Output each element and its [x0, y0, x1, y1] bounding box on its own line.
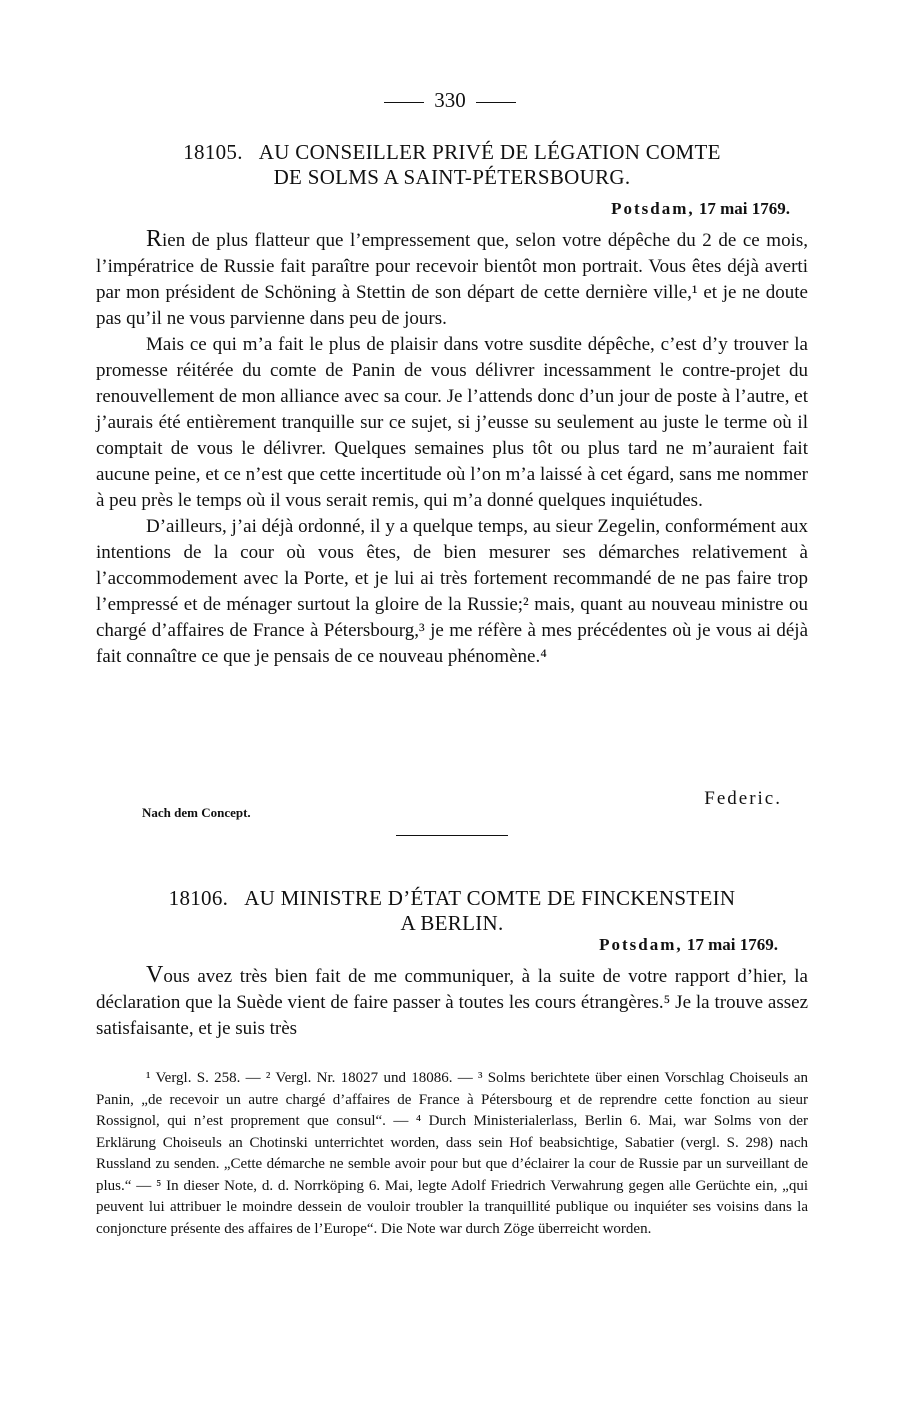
letter-2-date: 17 mai 1769. [686, 935, 778, 954]
letter-2-body [96, 962, 808, 1042]
page-number: 330 [0, 88, 900, 113]
letter-1-title-line-1: 18105. AU CONSEILLER PRIVÉ DE LÉGATION COMTE [183, 140, 721, 164]
letter-1-date: 17 mai 1769. [698, 199, 790, 218]
footnotes [96, 1068, 808, 1240]
letter-1-initial: R [146, 226, 163, 252]
letter-2-title-line-1: 18106. AU MINISTRE D’ÉTAT COMTE DE FINCKENSTEIN [168, 886, 736, 910]
letter-1-paragraph-1: Rien de plus flatteur que l’empressement que, selon votre dépêche du 2 de ce mois, l’impératrice de Russie fait paraître pour recevoir bientôt mon portrait. Vous êtes déjà averti par mon président de Schöning à Stettin de son départ de cette dernière ville,¹ et je ne doute pas qu’il ne vous parvienne dans peu de jours. [96, 226, 808, 329]
letter-1-body [96, 226, 808, 670]
letter-2-paragraph-1: Vous avez très bien fait de me communiquer, à la suite de votre rapport d’hier, la déclaration que la Suède vient de faire passer à toutes les cours étrangères.⁵ Je la trouve assez satisfaisante, et je suis très [96, 962, 808, 1039]
letter-1-number: 18105. [183, 140, 243, 164]
letter-1-signature: Federic. [704, 788, 782, 809]
letter-1-source: Nach dem Concept. [142, 805, 251, 820]
letter-1-title-line-2: DE SOLMS A SAINT-PÉTERSBOURG. [273, 165, 631, 189]
letter-1-place: Potsdam, [611, 199, 695, 218]
footnotes-text: ¹ Vergl. S. 258. — ² Vergl. Nr. 18027 und 18086. — ³ Solms berichtete über einen Vorschlag Choiseuls an Panin, „de recevoir un autre chargé d’affaires de France à Pétersbourg et de reprendre cette fonction au sieur Rossignol, qui n’est proprement que consul“. — ⁴ Durch Ministerialerlass, Berlin 6. Mai, war Solms von der Erklärung Choiseuls an Chotinski unterrichtet worden, dass sein Hof beabsichtige, Sabatier (vergl. S. 298) nach Russland zu senden. „Cette démarche ne semble avoir pour but que d’éclairer la cour de Russie par un surveillant de plus.“ — ⁵ In dieser Note, d. d. Norrköping 6. Mai, legte Adolf Friedrich Verwahrung gegen alle Gerüchte ein, „qui peuvent lui attribuer le moindre dessein de vouloir troubler la tranquillité publique ou inquiéter ses voisins dans la conjoncture présente des affaires de l’Europe“. Die Note war durch Zöge überreicht worden. [96, 1070, 808, 1237]
page-number-dash-right [476, 102, 516, 103]
letter-1-heading [96, 140, 808, 190]
letter-2-place-date [599, 935, 778, 955]
letter-1-paragraph-2: Mais ce qui m’a fait le plus de plaisir dans votre susdite dépêche, c’est d’y trouver la promesse réitérée du comte de Panin de vous délivrer incessamment le contre-projet du renouvellement de mon alliance avec sa cour. Je l’attends donc d’un jour de poste à l’autre, et j’aurais été entièrement tranquille sur ce sujet, si j’eusse su seulement au juste le terme où il comptait de vous le délivrer. Quelques semaines plus tôt ou plus tard ne m’auraient fait aucune peine, et ce n’est que cette incertitude où l’on m’a laissé à cet égard, sans me nommer à peu près le temps où il vous serait remis, qui m’a donné quelques inquiétudes. [96, 334, 808, 511]
letter-2-number: 18106. [168, 886, 229, 910]
section-divider [396, 835, 508, 836]
letter-2-title-line-2: A BERLIN. [400, 911, 504, 935]
letter-2-heading [96, 886, 808, 936]
letter-2-initial: V [146, 962, 164, 988]
letter-1-paragraph-3: D’ailleurs, j’ai déjà ordonné, il y a quelque temps, au sieur Zegelin, conformément aux intentions de la cour où vous êtes, de bien mesurer ses démarches relativement à l’accommodement avec la Porte, et je lui ai très fortement recommandé de ne pas faire trop l’empressé et de ménager surtout la gloire de la Russie;² mais, quant au nouveau ministre ou chargé d’affaires de France à Pétersbourg,³ je me réfère à mes précédentes où je vous ai déjà fait connaître ce que je pensais de ce nouveau phénomène.⁴ [96, 516, 808, 667]
letter-2-place: Potsdam, [599, 935, 683, 954]
page-number-dash-left [384, 102, 424, 103]
letter-1-place-date [611, 199, 790, 219]
